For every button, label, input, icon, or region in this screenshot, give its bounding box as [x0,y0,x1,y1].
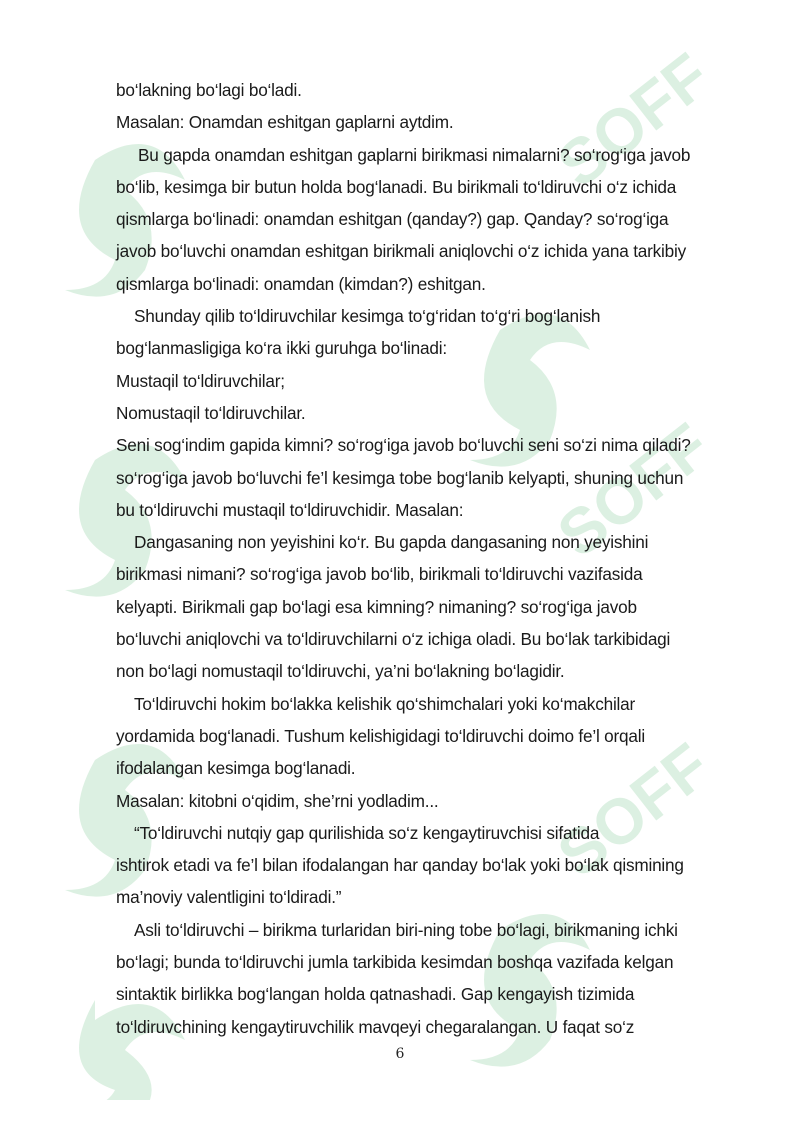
text-line: qismlarga bo‘linadi: onamdan (kimdan?) eshitgan. [116,273,486,294]
text-line: To‘ldiruvchi hokim bo‘lakka kelishik qo‘shimchalari yoki ko‘makchilar [134,693,636,714]
page-number: 6 [395,1046,405,1062]
text-line: Bu gapda onamdan eshitgan gaplarni birikmasi nimalarni? so‘rog‘iga javob [138,144,691,165]
text-line: Masalan: kitobni o‘qidim, she’rni yodladim... [116,790,439,811]
text-line: bo‘lagi; bunda to‘ldiruvchi jumla tarkibida kesimdan boshqa vazifada kelgan [116,952,674,973]
text-line: birikmasi nimani? so‘rog‘iga javob bo‘lib, birikmali to‘ldiruvchi vazifasida [116,564,643,585]
text-line: Asli to‘ldiruvchi – birikma turlaridan biri-ning tobe bo‘lagi, birikmaning ichki [134,919,678,940]
text-line: non bo‘lagi nomustaqil to‘ldiruvchi, ya’ni bo‘lakning bo‘lagidir. [116,661,565,682]
text-line: ma’noviy valentligini to‘ldiradi.” [116,887,342,908]
text-line: qismlarga bo‘linadi: onamdan eshitgan (qanday?) gap. Qanday? so‘rog‘iga [116,209,669,230]
text-line: Shunday qilib to‘ldiruvchilar kesimga to‘g‘ridan to‘g‘ri bog‘lanish [134,306,601,327]
text-line: bo‘lakning bo‘lagi bo‘ladi. [116,80,302,100]
text-line: Dangasaning non yeyishini ko‘r. Bu gapda dangasaning non yeyishini [134,532,649,553]
text-line: bu to‘ldiruvchi mustaqil to‘ldiruvchidir. Masalan: [116,499,464,520]
text-line: Seni sog‘indim gapida kimni? so‘rog‘iga javob bo‘luvchi seni so‘zi nima qiladi? [116,435,691,456]
text-line: bo‘luvchi aniqlovchi va to‘ldiruvchilarni o‘z ichiga oladi. Bu bo‘lak tarkibidagi [116,629,671,650]
text-line: Mustaqil to‘ldiruvchilar; [116,370,285,391]
text-line: Masalan: Onamdan eshitgan gaplarni aytdim. [116,112,454,133]
text-line: kelyapti. Birikmali gap bo‘lagi esa kimning? nimaning? so‘rog‘iga javob [116,596,637,617]
text-line: “To‘ldiruvchi nutqiy gap qurilishida so‘z kengaytiruvchisi sifatida [134,822,600,843]
text-line: sintaktik birlikka bog‘langan holda qatnashadi. Gap kengayish tizimida [116,984,635,1005]
text-line: to‘ldiruvchining kengaytiruvchilik mavqeyi chegaralangan. U faqat so‘z [116,1016,635,1037]
text-line: so‘rog‘iga javob bo‘luvchi fe’l kesimga tobe bog‘lanib kelyapti, shuning uchun [116,467,684,488]
text-line: bo‘lib, kesimga bir butun holda bog‘lanadi. Bu birikmali to‘ldiruvchi o‘z ichida [116,176,677,197]
text-line: javob bo‘luvchi onamdan eshitgan birikmali aniqlovchi o‘z ichida yana tarkibiy [116,241,687,262]
svg-text:SOFF: SOFF [544,729,724,892]
text-line: ishtirok etadi va fe’l bilan ifodalangan har qanday bo‘lak yoki bo‘lak qismining [116,855,684,876]
text-line: yordamida bog‘lanadi. Tushum kelishigidagi to‘ldiruvchi doimo fe’l orqali [116,725,646,746]
page-body [116,74,726,1043]
text-line: bog‘lanmasligiga ko‘ra ikki guruhga bo‘linadi: [116,338,447,359]
text-line: ifodalangan kesimga bog‘lanadi. [116,758,356,779]
svg-text:SOFF: SOFF [544,409,724,572]
text-line: Nomustaqil to‘ldiruvchilar. [116,402,306,423]
svg-text:SOFF: SOFF [544,39,724,202]
